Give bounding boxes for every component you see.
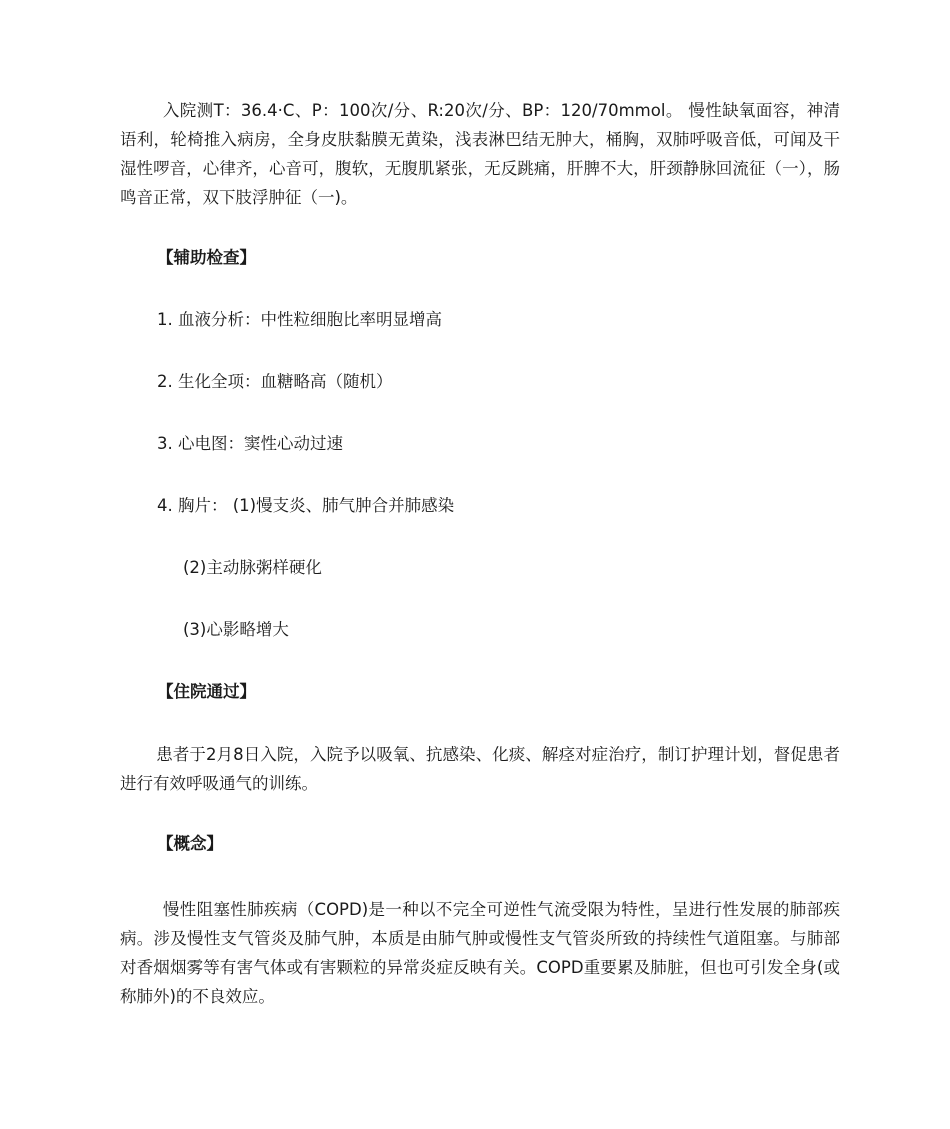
hospital-course-heading: 【住院通过】 [157,682,256,701]
auxiliary-exam-item-2: 2. 生化全项：血糖略高（随机） [157,372,393,391]
concept-paragraph: 慢性阻塞性肺疾病（COPD)是一种以不完全可逆性气流受限为特性，呈进行性发展的肺部疾病。涉及慢性支气管炎及肺气肿，本质是由肺气肿或慢性支气管炎所致的持续性气道阻塞。与肺部对香烟烟雾等有害气体或有害颗粒的异常炎症反映有关。COPD重要累及肺脏，但也可引发全身(或称肺外)的不良效应。 [120,900,840,1006]
chest-xray-subitem-3: (3)心影略增大 [183,620,289,639]
chest-xray-subitem-2: (2)主动脉粥样硬化 [183,558,322,577]
auxiliary-exam-item-1: 1. 血液分析：中性粒细胞比率明显增高 [157,310,442,329]
concept-heading: 【概念】 [157,834,223,853]
admission-exam-paragraph: 入院测T：36.4·C、P：100次/分、R:20次/分、BP：120/70mmol。 慢性缺氧面容，神清语利，轮椅推入病房，全身皮肤黏膜无黄染，浅表淋巴结无肿大，桶胸，双肺呼吸音低，可闻及干湿性啰音，心律齐，心音可，腹软，无腹肌紧张，无反跳痛，肝脾不大，肝颈静脉回流征（一），肠鸣音正常，双下肢浮肿征（一)。 [120,101,840,207]
auxiliary-exam-item-4: 4. 胸片： (1)慢支炎、肺气肿合并肺感染 [157,496,455,515]
auxiliary-exam-heading: 【辅助检查】 [157,248,256,267]
hospital-course-paragraph: 患者于2月8日入院，入院予以吸氧、抗感染、化痰、解痉对症治疗，制订护理计划，督促患者进行有效呼吸通气的训练。 [120,745,840,793]
auxiliary-exam-item-3: 3. 心电图：窦性心动过速 [157,434,343,453]
